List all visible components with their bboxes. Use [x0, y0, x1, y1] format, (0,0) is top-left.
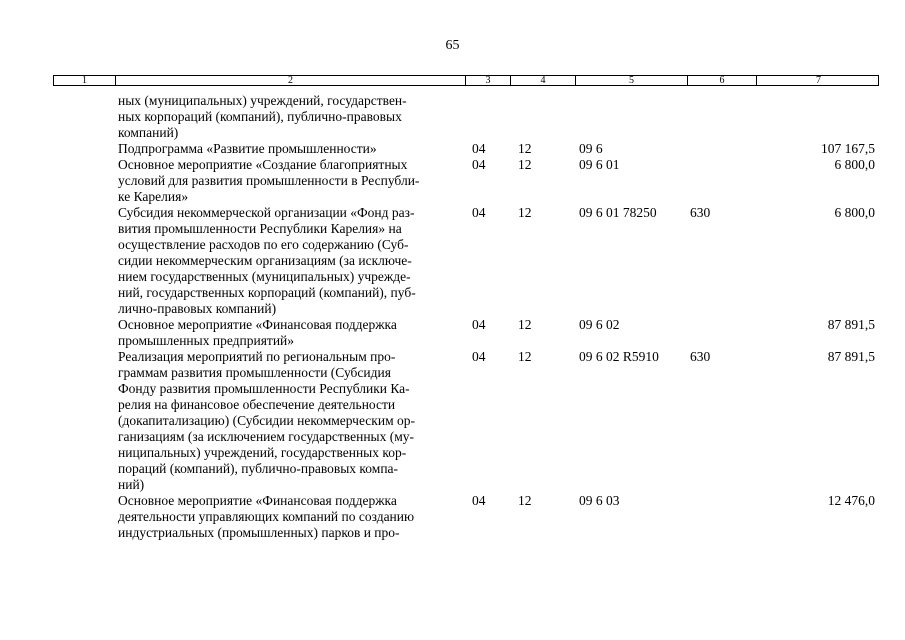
target-article-code: 09 6 03 — [579, 493, 620, 508]
description-line: граммам развития промышленности (Субсидия — [118, 365, 391, 380]
description-line: вития промышленности Республики Карелия» на — [118, 221, 402, 236]
description-line: Фонду развития промышленности Республики Ка- — [118, 381, 410, 396]
description-line: Основное мероприятие «Финансовая поддержка — [118, 317, 397, 332]
column-header-7: 7 — [816, 75, 821, 86]
description-line: Основное мероприятие «Финансовая поддержка — [118, 493, 397, 508]
section-code: 04 — [472, 205, 486, 220]
column-header-2: 2 — [116, 76, 466, 85]
description-line: деятельности управляющих компаний по созданию — [118, 509, 415, 524]
subsection-code: 12 — [518, 349, 532, 364]
column-header-3: 3 — [466, 76, 511, 85]
description-line: ганизациям (за исключением государственных (му- — [118, 429, 415, 444]
section-code: 04 — [472, 157, 486, 172]
section-code: 04 — [472, 349, 486, 364]
row-description — [118, 349, 463, 493]
target-article-code: 09 6 — [579, 141, 603, 156]
description-line: Подпрограмма «Развитие промышленности» — [118, 141, 377, 156]
column-header-1: 1 — [54, 76, 116, 85]
row-description — [118, 93, 463, 141]
description-line: осуществление расходов по его содержанию (Суб- — [118, 237, 409, 252]
expense-type-code: 630 — [690, 349, 711, 364]
section-code: 04 — [472, 493, 486, 508]
description-line: ке Карелия» — [118, 189, 189, 204]
amount-value: 6 800,0 — [834, 157, 875, 172]
column-header-4: 4 — [511, 76, 576, 85]
row-description — [118, 157, 463, 205]
subsection-code: 12 — [518, 493, 532, 508]
description-line: ниципальных) учреждений, государственных кор- — [118, 445, 407, 460]
subsection-code: 12 — [518, 157, 532, 172]
description-line: ных (муниципальных) учреждений, государствен- — [118, 93, 407, 108]
description-line: сидии некоммерческим организациям (за исключе- — [118, 253, 412, 268]
description-line: лично-правовых компаний) — [118, 301, 277, 316]
page-number: 65 — [445, 38, 460, 53]
row-description — [118, 317, 463, 349]
description-line: Реализация мероприятий по региональным про- — [118, 349, 396, 364]
expense-type-code: 630 — [690, 205, 711, 220]
amount-value: 87 891,5 — [827, 317, 875, 332]
amount-value: 107 167,5 — [821, 141, 875, 156]
description-line: компаний) — [118, 125, 179, 140]
description-line: нием государственных (муниципальных) учрежде- — [118, 269, 411, 284]
column-header-6: 6 — [688, 76, 757, 85]
description-line: условий для развития промышленности в Республи- — [118, 173, 420, 188]
target-article-code: 09 6 01 78250 — [579, 205, 657, 220]
column-header-5: 5 — [576, 76, 688, 85]
description-line: пораций (компаний), публично-правовых компа- — [118, 461, 399, 476]
description-line: ных корпораций (компаний), публично-правовых — [118, 109, 402, 124]
amount-value: 87 891,5 — [827, 349, 875, 364]
target-article-code: 09 6 02 R5910 — [579, 349, 659, 364]
description-line: (докапитализацию) (Субсидии некоммерческим ор- — [118, 413, 415, 428]
row-description — [118, 141, 463, 157]
subsection-code: 12 — [518, 205, 532, 220]
target-article-code: 09 6 01 — [579, 157, 620, 172]
description-line: индустриальных (промышленных) парков и про- — [118, 525, 400, 540]
section-code: 04 — [472, 317, 486, 332]
description-line: Основное мероприятие «Создание благоприятных — [118, 157, 408, 172]
subsection-code: 12 — [518, 141, 532, 156]
description-line: ний, государственных корпораций (компаний), пуб- — [118, 285, 416, 300]
description-line: Субсидия некоммерческой организации «Фонд раз- — [118, 205, 415, 220]
description-line: ний) — [118, 477, 145, 492]
target-article-code: 09 6 02 — [579, 317, 620, 332]
row-description — [118, 205, 463, 317]
description-line: промышленных предприятий» — [118, 333, 295, 348]
subsection-code: 12 — [518, 317, 532, 332]
row-description — [118, 493, 463, 541]
table-column-header — [53, 75, 879, 86]
description-line: релия на финансовое обеспечение деятельности — [118, 397, 396, 412]
amount-value: 12 476,0 — [827, 493, 875, 508]
section-code: 04 — [472, 141, 486, 156]
amount-value: 6 800,0 — [834, 205, 875, 220]
